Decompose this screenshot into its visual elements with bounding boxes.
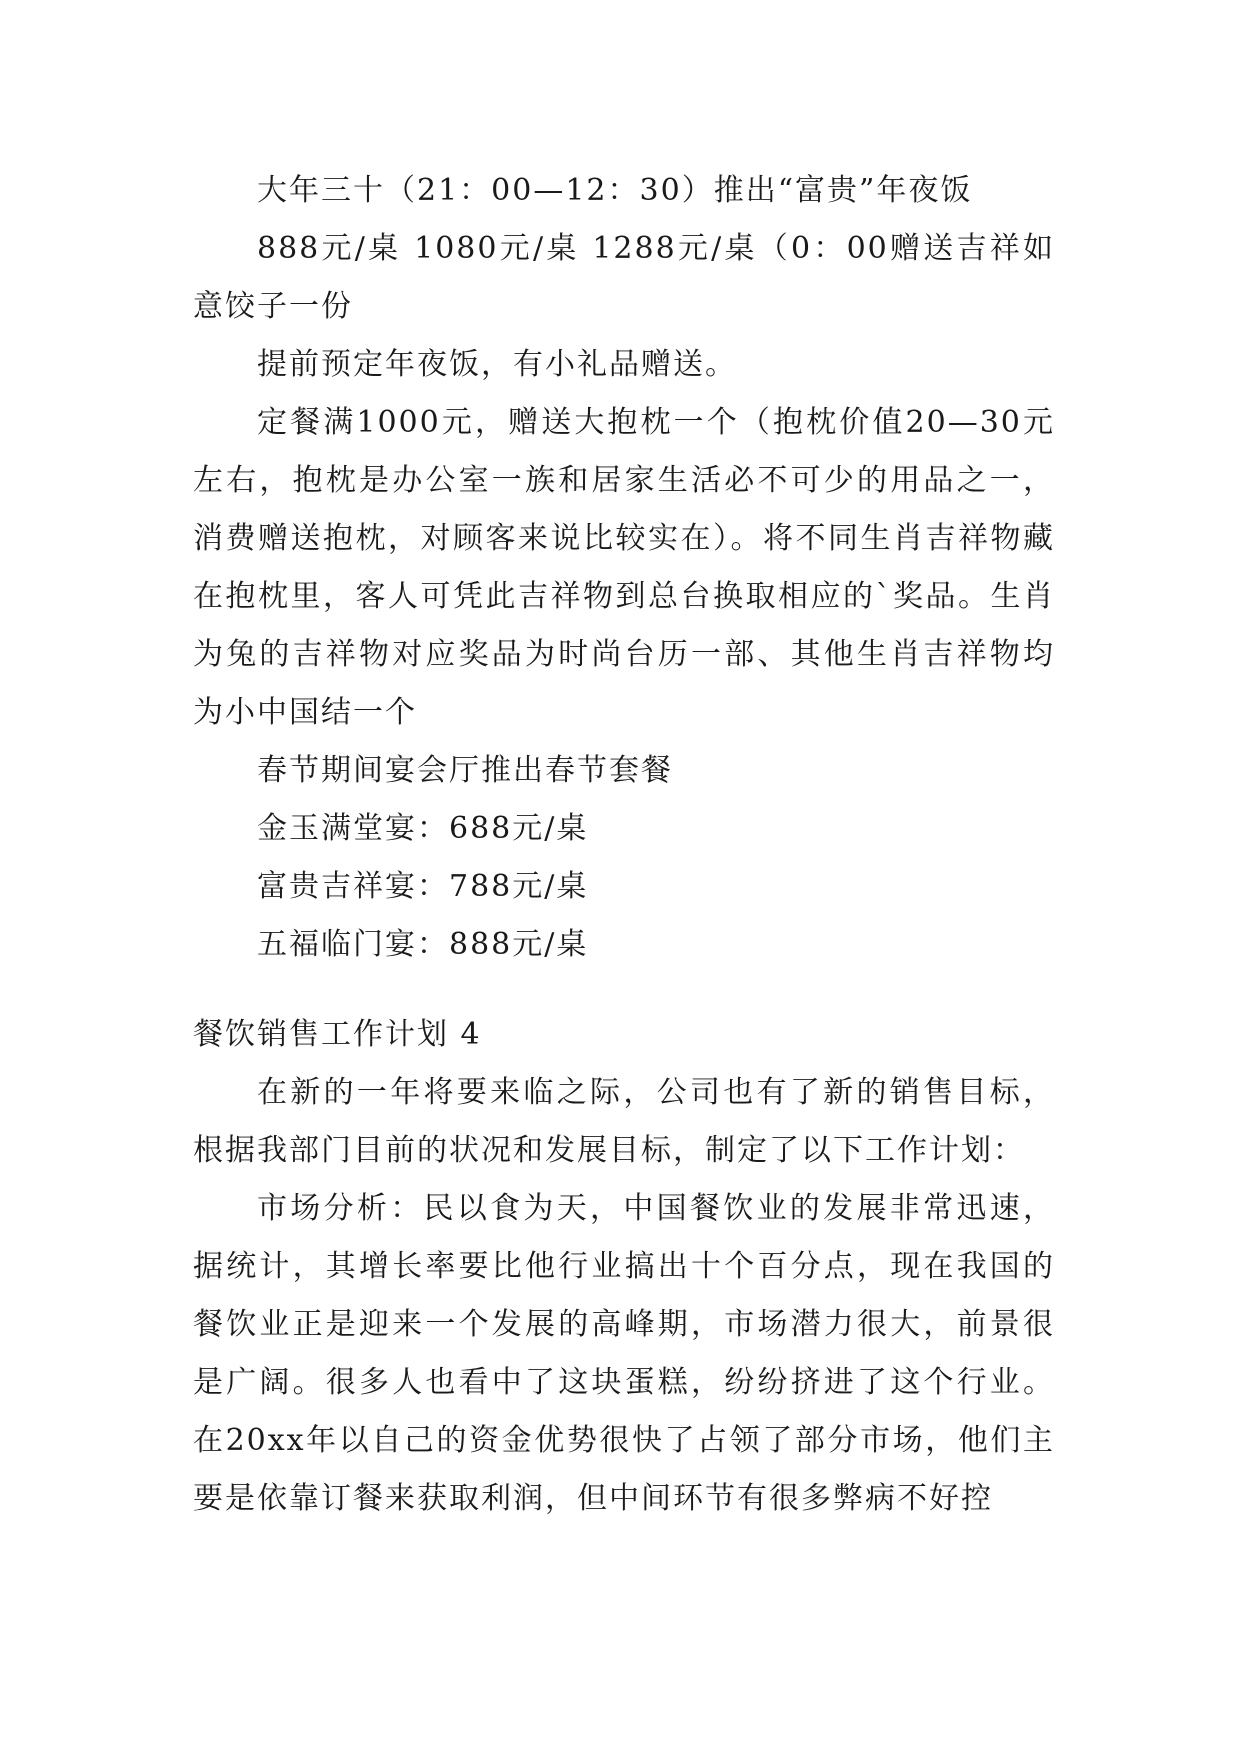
paragraph-package-jinyu: 金玉满堂宴：688元/桌 <box>257 811 589 846</box>
paragraph-package-wufu: 五福临门宴：888元/桌 <box>257 927 589 962</box>
paragraph-table-prices: 888元/桌 1080元/桌 1288元/桌（0：00赠送吉祥如意饺子一份 <box>193 231 1055 324</box>
section-heading: 餐饮销售工作计划 4 <box>193 1017 482 1052</box>
document-body <box>193 162 1055 1528</box>
paragraph-intro: 在新的一年将要来临之际，公司也有了新的销售目标，根据我部门目前的状况和发展目标，制定了以下工作计划： <box>193 1075 1055 1168</box>
paragraph-reservation-gift: 提前预定年夜饭，有小礼品赠送。 <box>257 347 737 382</box>
paragraph-market-analysis: 市场分析：民以食为天，中国餐饮业的发展非常迅速，据统计，其增长率要比他行业搞出十个百分点，现在我国的餐饮业正是迎来一个发展的高峰期，市场潜力很大，前景很是广阔。很多人也看中了这块蛋糕，纷纷挤进了这个行业。在20xx年以自己的资金优势很快了占领了部分市场，他们主要是依靠订餐来获取利润，但中间环节有很多弊病不好控 <box>193 1191 1055 1516</box>
paragraph-new-year-eve-dinner: 大年三十（21：00—12：30）推出“富贵”年夜饭 <box>257 173 973 208</box>
section-spacer <box>193 974 1055 1006</box>
paragraph-pillow-promotion: 定餐满1000元，赠送大抱枕一个（抱枕价值20—30元左右，抱枕是办公室一族和居家生活必不可少的用品之一，消费赠送抱枕，对顾客来说比较实在）。将不同生肖吉祥物藏在抱枕里，客人可凭此吉祥物到总台换取相应的`奖品。生肖为兔的吉祥物对应奖品为时尚台历一部、其他生肖吉祥物均为小中国结一个 <box>193 405 1055 730</box>
paragraph-spring-festival-package: 春节期间宴会厅推出春节套餐 <box>257 753 673 788</box>
paragraph-package-fugui: 富贵吉祥宴：788元/桌 <box>257 869 589 904</box>
